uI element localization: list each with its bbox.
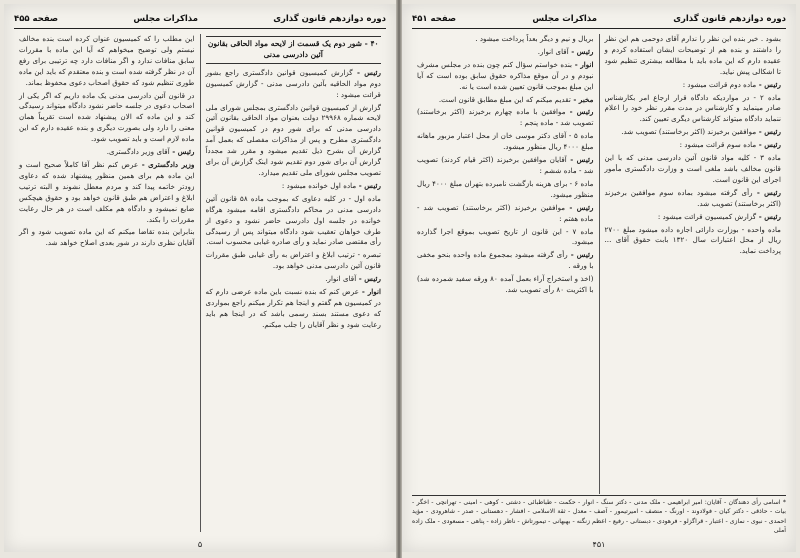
right-page-number: ۴۵۱	[592, 540, 606, 549]
speech-text: گزارش کمیسیون قوانین دادگستری راجع بشور دوم مواد الحاقیه بآئین دادرسی مدنی - گزارش کمیسیون قرائت میشود :	[205, 67, 381, 99]
speech-text: بنده خواستم سؤال کنم چون بنده در مجلس مشرف نبودم و در آن موقع مذاکره حقوق سابق بوده است که آیا این مبلغ بموجب قانون تعیین شده است یا نه.	[417, 59, 594, 91]
speaker-name: رئیس -	[756, 79, 781, 89]
speech-text: تقدیم میکنم که این مبلغ مطابق قانون است.	[438, 94, 571, 104]
speaker-name: رئیس -	[356, 274, 381, 284]
speaker-name: رئیس -	[565, 107, 594, 117]
speech-paragraph	[417, 107, 594, 129]
speaker-name: رئیس -	[752, 187, 781, 197]
body-paragraph: این مطلب را که کمیسیون عنوان کرده است بنده مخالف نیستم ولی توضیح میخواهم که آیا این ماده با مقررات سابق منافات ندارد و اگر منافات دارد چه ترتیبی برای رفع آن در نظر گرفته شده است و بنده معتقدم که باید این ماده طوری تنظیم شود که حقوق اصحاب دعوی محفوظ بماند.	[19, 34, 195, 87]
speech-paragraph	[605, 188, 782, 210]
speaker-name: رئیس -	[356, 180, 381, 190]
speech-text: عرض کنم نظر آقا کاملاً صحیح است و این ماده هم برای همین منظور پیشنهاد شده که دعاوی زودتر خاتمه پیدا کند و مردم معطل نشوند و البته ترتیب ابلاغ و اعتراض هم طبق قانون خواهد بود و حقوق هیچکس ضایع نمیشود و دادگاه هم مکلف است در هر حال رعایت مقررات را بکند.	[19, 159, 195, 224]
speech-text: رأی گرفته میشود بمجموع ماده واحده بنحو مخفی با ورقه .	[417, 250, 594, 271]
left-page	[4, 4, 396, 552]
left-header-page: صفحه ۴۵۵	[14, 14, 59, 24]
speech-text: ماده اول خوانده میشود :	[281, 180, 357, 190]
right-page-columns	[412, 34, 786, 494]
speaker-name: رئیس -	[756, 127, 781, 137]
speech-paragraph	[417, 203, 594, 225]
left-header-title: مذاکرات مجلس	[133, 14, 198, 24]
right-page-header	[412, 10, 786, 29]
speech-paragraph	[417, 60, 594, 93]
speech-paragraph	[605, 80, 782, 91]
body-paragraph: ماده ۳ - کلیه مواد قانون آئین دادرسی مدنی که با این قانون مخالف باشد ملغی است و وزارت دادگستری مأمور اجرای این قانون است.	[604, 153, 781, 184]
body-paragraph: گزارش از کمیسیون قوانین دادگستری بمجلس شورای ملی لایحه شماره ۲۹۹۶۸ دولت بعنوان مواد الحاقی بقانون آئین دادرسی مدنی که برای شور دوم در کمیسیون قوانین دادگستری مطرح و پس از مذاکرات مفصلی که بعمل آمد گزارش آن بشرح ذیل تقدیم میشود و مقرر شد مجدداً گزارش آن برای شور دوم تقدیم شود اینک گزارش آن برای تصویب مجلس شورای ملی تقدیم میدارد.	[205, 102, 381, 177]
body-paragraph: ماده واحده - بوزارت دارائی اجازه داده میشود مبلغ ۲۷۰۰ ریال از محل اعتبارات سال ۱۳۲۰ بابت حقوق آقای ... پرداخت نماید.	[604, 224, 781, 256]
speech-text: موافقین برخیزند (اکثر برخاستند) تصویب شد - ماده هفتم :	[417, 202, 594, 223]
speaker-name: رئیس -	[566, 155, 594, 165]
speaker-name: مخبر -	[570, 94, 594, 104]
right-page-column-right	[600, 34, 787, 494]
left-page-columns	[14, 34, 386, 532]
left-header-session: دوره دوازدهم قانون گذاری	[273, 14, 386, 24]
right-header-session: دوره دوازدهم قانون گذاری	[673, 14, 786, 24]
body-paragraph: ماده ۲ - در مواردیکه دادگاه قرار ارجاع امر بکارشناس صادر مینماید و کارشناس در مدت مقرر نظر خود را اعلام ننماید دادگاه میتواند کارشناس دیگری تعیین کند.	[604, 92, 781, 124]
speech-text: عرض کنم که بنده نسبت باین ماده عرضی دارم که در کمیسیون هم گفتم و اینجا هم تکرار میکنم راجع بمواردی که دعوی مستند بسند رسمی باشد که در اینجا هم باید رعایت شود و نظر آقایان را جلب میکنم.	[205, 287, 381, 329]
body-paragraph: ماده ۶ - برای هزینه بازگشت نامبرده بتهران مبلغ ۴۰۰۰ ریال منظور میشود.	[416, 178, 594, 199]
speech-paragraph	[417, 95, 594, 106]
speech-paragraph	[206, 181, 382, 192]
speech-paragraph	[206, 287, 382, 331]
speech-paragraph	[417, 250, 594, 272]
speech-text: رأی گرفته میشود بماده سوم موافقین برخیزند (اکثر برخاستند) تصویب شد.	[604, 187, 781, 208]
speech-paragraph	[19, 147, 195, 158]
speech-text: آقایان موافقین برخیزند (اکثر قیام کردند) تصویب شد - ماده ششم :	[417, 155, 594, 175]
speaker-name: انوار -	[359, 287, 381, 297]
speaker-name: رئیس -	[169, 147, 195, 157]
speech-paragraph	[605, 212, 782, 223]
speech-paragraph	[605, 127, 782, 138]
speaker-name: رئیس -	[567, 250, 594, 260]
speaker-name: رئیس -	[565, 202, 594, 212]
speech-text: آقای انوار.	[325, 274, 357, 284]
left-page-header	[14, 10, 386, 29]
speech-text: گزارش کمیسیون قرائت میشود :	[657, 211, 757, 221]
right-header-page: صفحه ۴۵۱	[412, 14, 457, 24]
speech-text: ماده سوم قرائت میشود :	[679, 140, 757, 150]
footnotes: * اسامی رأی دهندگان - آقایان: امیر ابراهیمی - ملک مدنی - دکتر سنگ - انوار - حکمت - طباطبائی - دشتی - کوهی - امینی - تهرانچی - اخگر - بیات - حاذقی - دکتر کیان - فولادوند - اورنگ - منصف - امیرتیمور - آصف - معدل - ثقة الاسلامی - افشار - دهستانی - صدر - شاهرودی - مؤید احمدی - نبوی - نمازی - اعتبار - قراگزلو - فرهودی - دبستانی - رفیع - اعظم زنگنه - بهبهانی - تیمورتاش - ناظر زاده - پناهی - مسعودی - ملک زاده آملی	[412, 495, 786, 536]
speaker-name: رئیس -	[756, 140, 781, 150]
speaker-name: رئیس -	[756, 211, 781, 221]
speech-text: آقای انوار.	[537, 46, 569, 56]
speech-paragraph	[417, 155, 594, 177]
body-paragraph: (اخذ و استخراج آراء بعمل آمده ۸۰ ورقه سفید شمرده شد) با اکثریت ۸۰ رأی تصویب شد.	[417, 274, 594, 295]
left-page-column-right	[201, 34, 387, 532]
speech-text: آقای وزیر دادگستری.	[106, 147, 170, 157]
speech-text: موافقین با ماده چهارم برخیزند (اکثر برخاستند) تصویب شد - ماده پنجم :	[417, 107, 594, 128]
speech-paragraph	[206, 68, 382, 101]
right-header-title: مذاکرات مجلس	[532, 14, 597, 24]
speech-paragraph	[605, 140, 782, 151]
right-page-column-left	[412, 34, 599, 494]
section-title: ۴۰ - شور دوم یک قسمت از لایحه مواد الحاقی بقانون آئین دادرسی مدنی	[206, 36, 382, 64]
body-paragraph: در قانون آئین دادرسی مدنی یک ماده داریم که اگر یکی از اصحاب دعوی در جلسه حاضر نشود دادگاه میتواند رسیدگی کند و این ماده که الان پیشنهاد شده است تقریباً همان معنی را دارد ولی بصورت دیگری و بنده عقیده دارم که این ماده لازم است و باید تصویب شود.	[19, 90, 195, 144]
speech-text: موافقین برخیزند (اکثر برخاستند) تصویب شد.	[621, 127, 757, 137]
body-paragraph: ماده ۷ - این قانون از تاریخ تصویب بموقع اجرا گذارده میشود.	[417, 226, 594, 247]
speech-text: ماده دوم قرائت میشود :	[682, 79, 757, 89]
body-paragraph: بریال و نیم و دیگر بعداً پرداخت میشود .	[475, 34, 594, 43]
speech-paragraph	[206, 274, 382, 285]
body-paragraph: بشود . خیر بنده این نظر را ندارم آقای دوحمی هم این نظر را داشتند و بنده هم از توضیحات ایشان استفاده کردم و عقیده دارم که این ماده باید با مطالعه بیشتری تنظیم شود تا اشکالی پیش نیاید.	[604, 34, 781, 76]
body-paragraph: ماده ۵ - آقای دکتر موسی خان از محل اعتبار مزبور ماهانه مبلغ ۴۰۰۰ ریال منظور میشود.	[417, 131, 594, 152]
speaker-name: انوار -	[572, 59, 594, 69]
body-paragraph: تبصره - ترتیب ابلاغ و اعتراض به رأی غیابی طبق مقررات قانون آئین دادرسی مدنی خواهد بود.	[205, 250, 381, 271]
speaker-name: رئیس -	[352, 67, 382, 77]
body-paragraph: بنابراین بنده تقاضا میکنم که این ماده تصویب شود و اگر آقایان نظری دارند در شور بعدی اصلاح خواهد شد.	[19, 227, 195, 248]
speech-paragraph	[19, 160, 195, 225]
left-page-column-left	[14, 34, 200, 532]
speaker-name: رئیس -	[568, 46, 594, 56]
right-page	[402, 4, 796, 552]
speaker-name: وزیر دادگستری -	[138, 159, 195, 169]
left-page-number: ۵	[197, 540, 203, 549]
speech-paragraph	[417, 47, 594, 58]
body-paragraph: ماده اول - در کلیه دعاوی که بموجب ماده ۵۸ قانون آئین دادرسی مدنی در محاکم دادگستری اقامه میشود هرگاه خوانده در جلسه اول دادرسی حاضر نشود و دعوی از طرف خواهان تعقیب شود دادگاه میتواند پس از رسیدگی رأی مقتضی صادر نماید و رأی صادره غیابی محسوب است.	[205, 193, 382, 247]
